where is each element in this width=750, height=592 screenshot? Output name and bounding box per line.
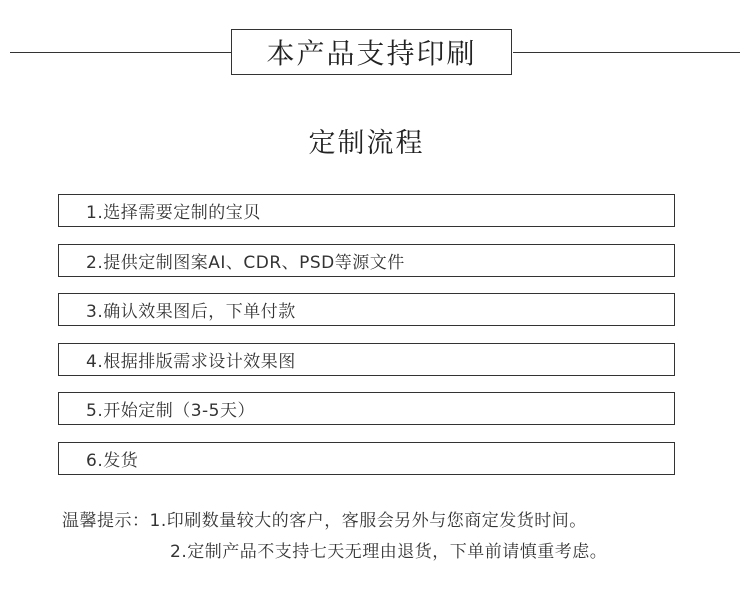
tips-section: [62, 509, 742, 564]
tip-text-1: 1.印刷数量较大的客户，客服会另外与您商定发货时间。: [149, 511, 587, 531]
tips-label: 温馨提示：: [62, 511, 150, 531]
tip-text-2: 2.定制产品不支持七天无理由退货，下单前请慎重考虑。: [170, 542, 608, 562]
tip-row-1: [62, 509, 742, 533]
section-title: 定制流程: [308, 128, 425, 159]
step-confirm-pay: 3.确认效果图后，下单付款: [58, 293, 675, 326]
header-title: 本产品支持印刷: [231, 29, 512, 75]
process-steps: [58, 194, 675, 491]
step-provide-files: 2.提供定制图案AI、CDR、PSD等源文件: [58, 244, 675, 277]
header-divider-left: [10, 52, 232, 53]
header-divider-right: [513, 52, 740, 53]
tip-row-2: [62, 540, 742, 564]
step-select-item: 1.选择需要定制的宝贝: [58, 194, 675, 227]
step-design-preview: 4.根据排版需求设计效果图: [58, 343, 675, 376]
step-start-production: 5.开始定制（3-5天）: [58, 392, 675, 425]
step-ship: 6.发货: [58, 442, 675, 475]
